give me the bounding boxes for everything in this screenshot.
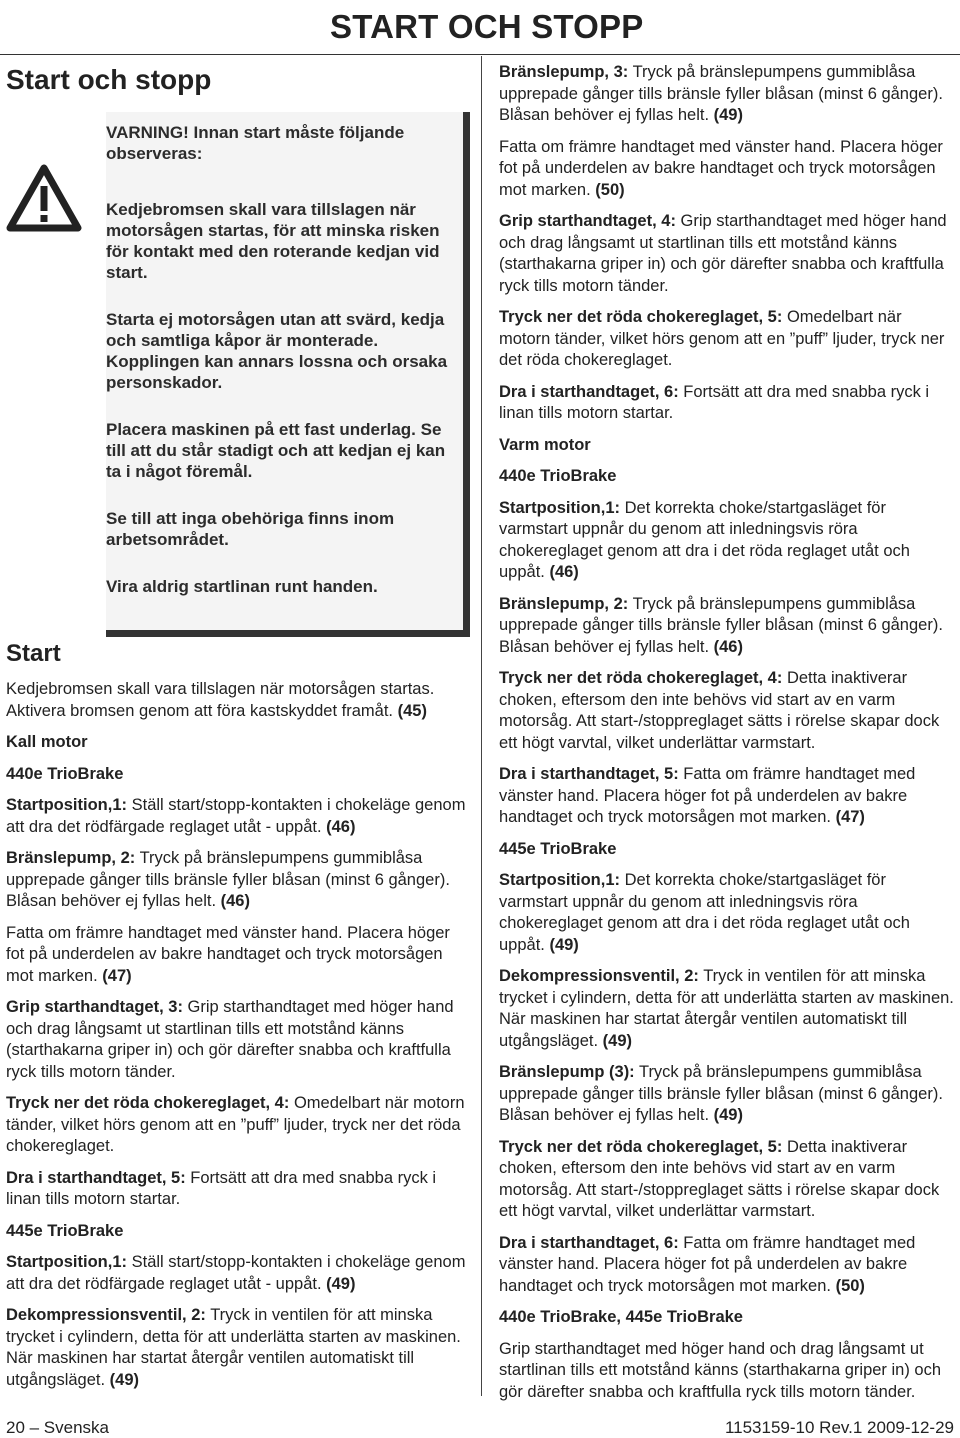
step-paragraph [6, 923, 470, 988]
warning-heading: VARNING! Innan start måste följande observeras: [106, 123, 405, 163]
step-label: Dra i starthandtaget, 6: [499, 382, 679, 401]
step-paragraph [499, 307, 955, 372]
step-text: Omedelbart när motorn tänder, vilket hörs genom att en ”puff” ljuder, tryck ner det röda chokereglaget. [6, 1094, 465, 1155]
step-text: Tryck på bränslepumpens gummiblåsa upprepade gånger tills bränsle fyller blåsan (minst 6 gånger). Blåsan behöver ej fyllas helt. [499, 1063, 943, 1124]
step-paragraph [6, 795, 470, 838]
step-paragraph [6, 1305, 470, 1391]
step-label: Startposition,1: [6, 796, 128, 814]
footer-doc-id: 1153159-10 Rev.1 2009-12-29 [724, 1418, 954, 1437]
warning-item: Placera maskinen på ett fast underlag. Se till att du står stadigt och att kedjan ej kan ta i något föremål. [106, 420, 446, 481]
cold-445-steps-cont [499, 62, 955, 425]
step-paragraph [6, 1252, 470, 1295]
warm-440-steps [499, 498, 955, 829]
step-label: Dra i starthandtaget, 5: [499, 765, 679, 783]
step-text: Ställ start/stopp-kontakten i chokeläge genom att dra det rödfärgade reglaget utåt - uppåt. [6, 1253, 466, 1293]
step-paragraph [499, 137, 955, 202]
step-paragraph [499, 1137, 955, 1223]
footer-page-number: 20 – Svenska [6, 1418, 110, 1437]
step-label: Tryck ner det röda chokereglaget, 4: [6, 1094, 290, 1112]
cold-440-steps [6, 795, 470, 1211]
page-header: START OCH STOPP [330, 8, 644, 45]
step-text: Grip starthandtaget med höger hand och drag långsamt ut startlinan tills ett motstånd känns (starthakarna griper in) och gör därefter snabba och kraftfulla ryck tills motorn tänder. [499, 212, 947, 295]
step-text: Tryck på bränslepumpens gummiblåsa upprepade gånger tills bränsle fyller blåsan (minst 6 gånger). Blåsan behöver ej fyllas helt. [499, 594, 943, 656]
step-text: Ställ start/stopp-kontakten i chokeläge genom att dra det rödfärgade reglaget utåt - uppåt. [6, 796, 466, 836]
step-label: Tryck ner det röda chokereglaget, 5: [499, 308, 783, 326]
figure-ref: (46) [216, 892, 250, 910]
step-text: Fatta om främre handtaget med vänster hand. Placera höger fot på underdelen av bakre handtaget och tryck motorsågen mot marken. [499, 1233, 916, 1295]
both-models-text: Grip starthandtaget med höger hand och drag långsamt ut startlinan tills ett motstånd känns (starthakarna griper in) och gör därefter snabba och kraftfulla ryck tills motorn tänder. [499, 1339, 942, 1401]
step-label: Startposition,1: [499, 871, 621, 889]
cold-445-title: 445e TrioBrake [6, 1221, 124, 1240]
step-label: Bränslepump, 2: [6, 849, 136, 867]
step-text: Fatta om främre handtaget med vänster hand. Placera höger fot på underdelen av bakre handtaget och tryck motorsågen mot marken. [6, 923, 450, 985]
step-text: Fortsätt att dra med snabba ryck i linan tills motorn startar. [499, 382, 930, 422]
step-paragraph [499, 966, 955, 1052]
step-label: Bränslepump, 3: [499, 63, 629, 81]
left-column [6, 60, 470, 1401]
step-label: Startposition,1: [6, 1253, 128, 1271]
both-models-title: 440e TrioBrake, 445e TrioBrake [499, 1308, 743, 1326]
cold-engine-title: Kall motor [6, 733, 88, 751]
figure-ref: (49) [105, 1370, 140, 1389]
warm-engine-title: Varm motor [499, 435, 591, 454]
step-text: Det korrekta choke/startgasläget för varmstart uppnår du genom att inledningsvis röra chokereglaget genom att dra i det röda reglaget utåt och uppåt. [499, 498, 910, 581]
step-paragraph [499, 211, 955, 297]
figure-ref: (49) [709, 106, 743, 124]
warm-445-title: 445e TrioBrake [499, 839, 617, 858]
step-paragraph [499, 498, 955, 584]
step-text: Fatta om främre handtaget med vänster hand. Placera höger fot på underdelen av bakre handtaget och tryck motorsågen mot marken. [499, 137, 943, 199]
step-paragraph [6, 848, 470, 913]
step-label: Tryck ner det röda chokereglaget, 5: [499, 1137, 783, 1156]
step-label: Bränslepump (3): [499, 1063, 635, 1081]
step-paragraph [499, 62, 955, 127]
step-text: Tryck på bränslepumpens gummiblåsa upprepade gånger tills bränsle fyller blåsan (minst 6 gånger). Blåsan behöver ej fyllas helt. [499, 63, 943, 124]
warning-row [6, 112, 470, 637]
warning-item: Vira aldrig startlinan runt handen. [106, 577, 378, 596]
step-paragraph [499, 1233, 955, 1298]
figure-ref: (46) [709, 637, 743, 656]
step-text: Tryck på bränslepumpens gummiblåsa upprepade gånger tills bränsle fyller blåsan (minst 6 gånger). Blåsan behöver ej fyllas helt. [6, 849, 450, 910]
step-text: Tryck in ventilen för att minska trycket i cylindern, detta för att underlätta starten av maskinen. När maskinen har startat återgår ventilen automatiskt till utgångsläget. [6, 1306, 461, 1389]
step-paragraph [6, 997, 470, 1083]
warm-445-steps [499, 870, 955, 1297]
warning-icon-wrap [6, 112, 106, 637]
step-paragraph [499, 870, 955, 956]
figure-ref: (49) [321, 1274, 356, 1293]
step-label: Grip starthandtaget, 3: [6, 998, 183, 1016]
warning-item: Se till att inga obehöriga finns inom arbetsområdet. [106, 509, 395, 549]
step-paragraph [499, 382, 955, 425]
step-label: Dekompressionsventil, 2: [6, 1306, 206, 1324]
step-label: Grip starthandtaget, 4: [499, 212, 676, 230]
step-paragraph [6, 1093, 470, 1158]
step-paragraph [499, 594, 955, 659]
figure-ref: (46) [544, 563, 579, 581]
step-paragraph [6, 1168, 470, 1211]
step-text: Fatta om främre handtaget med vänster hand. Placera höger fot på underdelen av bakre handtaget och tryck motorsågen mot marken. [499, 765, 916, 826]
warning-box [106, 112, 470, 637]
step-label: Dra i starthandtaget, 6: [499, 1233, 679, 1252]
figure-ref: (46) [321, 817, 356, 836]
start-title: Start [6, 640, 61, 667]
warning-item: Kedjebromsen skall vara tillslagen när motorsågen startas, för att minska risken för kontakt med den roterande kedjan vid start. [106, 200, 440, 282]
figure-ref: (49) [544, 935, 579, 954]
step-label: Dekompressionsventil, 2: [499, 967, 699, 985]
figure-ref: (50) [831, 1276, 865, 1295]
figure-ref: (47) [97, 966, 132, 985]
warning-triangle-icon [6, 164, 82, 232]
step-label: Startposition,1: [499, 498, 621, 517]
figure-ref: (49) [598, 1031, 633, 1050]
start-intro: Kedjebromsen skall vara tillslagen när motorsågen startas. Aktivera bromsen genom att föra kastskyddet framåt. (45) [6, 680, 435, 720]
header-rule [0, 54, 960, 55]
column-divider [481, 56, 482, 1396]
step-text: Fortsätt att dra med snabba ryck i linan tills motorn startar. [6, 1168, 437, 1208]
step-label: Dra i starthandtaget, 5: [6, 1168, 186, 1187]
right-column [499, 62, 955, 1413]
warm-440-title: 440e TrioBrake [499, 467, 617, 485]
cold-445-steps [6, 1252, 470, 1391]
step-paragraph [499, 668, 955, 754]
step-text: Grip starthandtaget med höger hand och drag långsamt ut startlinan tills ett motstånd känns (starthakarna griper in) och gör därefter snabba och kraftfulla ryck tills motorn tänder. [6, 998, 454, 1081]
step-text: Detta inaktiverar choken, eftersom den inte behövs vid start av en varm motorsåg. Att start-/stoppreglaget sätts i rörelse skapar dock ett högt varvtal, vilket underlättar varmstart. [499, 1137, 940, 1220]
figure-ref: (50) [590, 180, 625, 199]
step-text: Det korrekta choke/startgasläget för varmstart uppnår du genom att inledningsvis röra chokereglaget genom att dra i det röda reglaget utåt och uppåt. [499, 871, 910, 954]
figure-ref: (47) [831, 808, 865, 826]
step-text: Omedelbart när motorn tänder, vilket hörs genom att en ”puff” ljuder, tryck ner det röda chokereglaget. [499, 308, 945, 369]
step-paragraph [499, 764, 955, 829]
step-text: Tryck in ventilen för att minska trycket i cylindern, detta för att underlätta starten av maskinen. När maskinen har startat återgår ventilen automatiskt till utgångsläget. [499, 967, 954, 1050]
section-title: Start och stopp [6, 64, 212, 95]
step-label: Tryck ner det röda chokereglaget, 4: [499, 669, 783, 687]
cold-440-title: 440e TrioBrake [6, 764, 124, 783]
step-text: Detta inaktiverar choken, eftersom den inte behövs vid start av en varm motorsåg. Att start-/stoppreglaget sätts i rörelse skapar dock ett högt varvtal, vilket underlättar varmstart. [499, 669, 940, 752]
step-paragraph [499, 1062, 955, 1127]
step-label: Bränslepump, 2: [499, 594, 629, 613]
figure-ref: (49) [709, 1106, 743, 1124]
warning-item: Starta ej motorsågen utan att svärd, kedja och samtliga kåpor är monterade. Kopplingen kan annars lossna och orsaka personskador. [106, 310, 448, 392]
